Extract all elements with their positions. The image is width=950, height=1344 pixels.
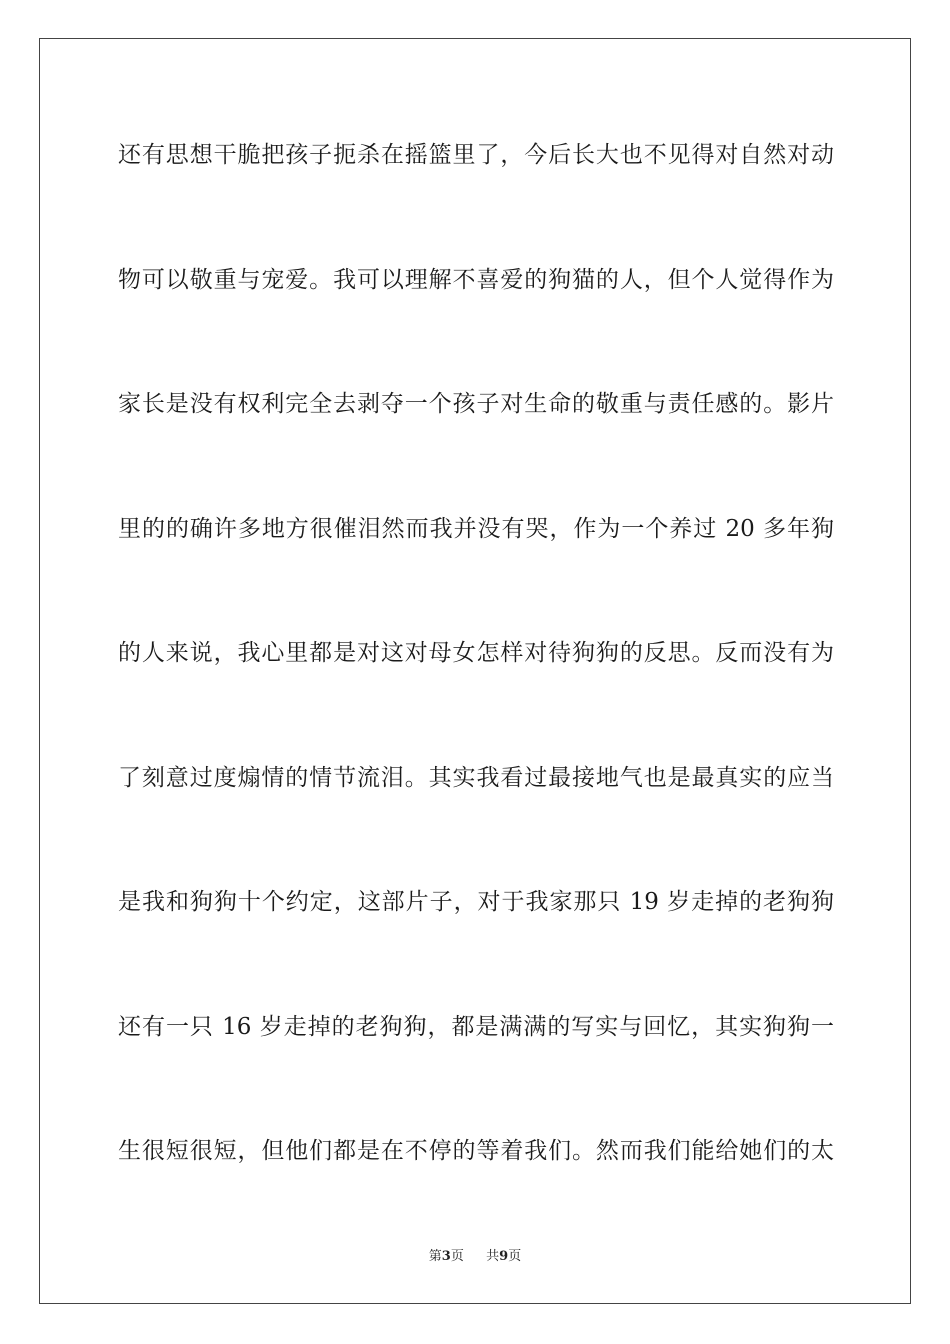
page-number (429, 1249, 468, 1264)
page-suffix: 页 (450, 1249, 464, 1264)
total-suffix: 页 (508, 1249, 522, 1264)
page-border (39, 38, 911, 1304)
page-total (486, 1249, 521, 1264)
total-prefix: 共 (486, 1249, 500, 1264)
body-text-line-8: 还有一只 16 岁走掉的老狗狗，都是满满的写实与回忆，其实狗狗一 (118, 1014, 834, 1040)
page-footer (0, 1248, 950, 1266)
body-text-line-5: 的人来说，我心里都是对这对母女怎样对待狗狗的反思。反而没有为 (118, 640, 834, 666)
body-text-line-3: 家长是没有权利完全去剥夺一个孩子对生命的敬重与责任感的。影片 (118, 391, 834, 417)
page-prefix: 第 (428, 1249, 442, 1264)
body-text-line-2: 物可以敬重与宠爱。我可以理解不喜爱的狗猫的人，但个人觉得作为 (118, 267, 834, 293)
total-page-number: 9 (499, 1249, 509, 1264)
body-text-line-1: 还有思想干脆把孩子扼杀在摇篮里了，今后长大也不见得对自然对动 (118, 142, 834, 168)
body-text-line-4: 里的的确许多地方很催泪然而我并没有哭，作为一个养过 20 多年狗 (118, 516, 834, 542)
current-page-number: 3 (441, 1249, 451, 1264)
body-text-line-6: 了刻意过度煽情的情节流泪。其实我看过最接地气也是最真实的应当 (118, 765, 834, 791)
body-text-line-7: 是我和狗狗十个约定，这部片子，对于我家那只 19 岁走掉的老狗狗 (118, 889, 834, 915)
body-text-line-9: 生很短很短，但他们都是在不停的等着我们。然而我们能给她们的太 (118, 1138, 834, 1164)
